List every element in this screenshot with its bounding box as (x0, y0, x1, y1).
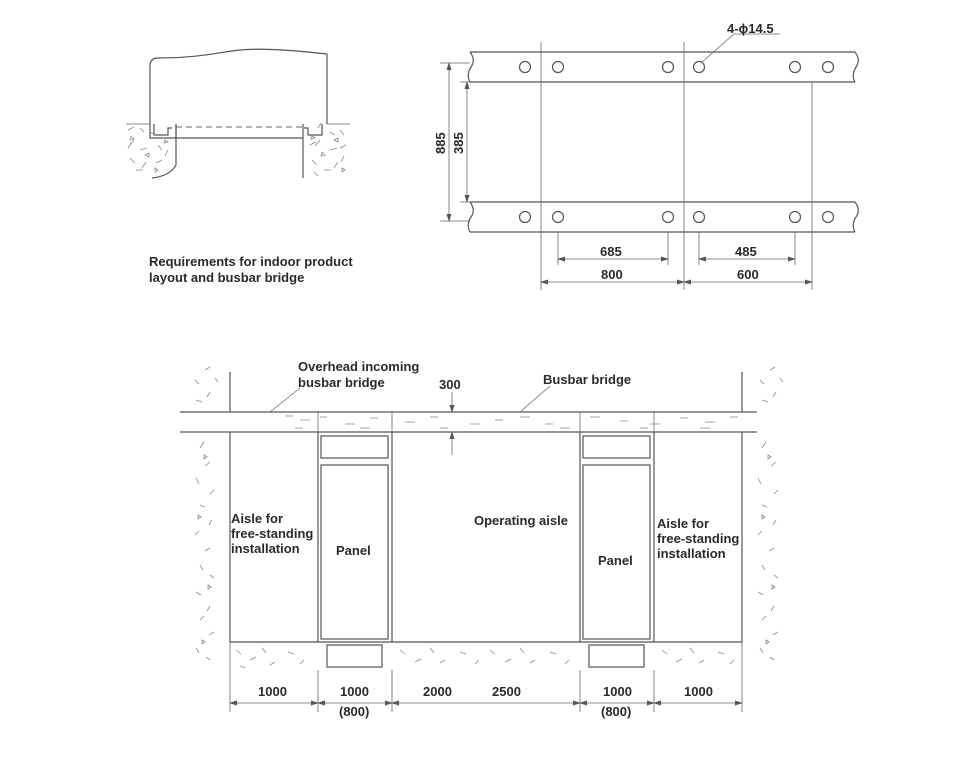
cabinet-section-view (126, 49, 350, 178)
overhead-label-line-1: Overhead incoming (298, 359, 420, 374)
bottom-dim-2-alt: (800) (339, 704, 370, 719)
caption-line-1: Requirements for indoor product (149, 254, 353, 269)
caption-line-2: layout and busbar bridge (149, 270, 305, 285)
bottom-dim-6: 1000 (684, 684, 713, 699)
bridge-hatch (285, 416, 738, 428)
bottom-dim-2: 1000 (340, 684, 369, 699)
dim-600: 600 (737, 267, 759, 282)
aisle-right-line-2: free-standing (657, 531, 740, 546)
mounting-holes-top (520, 62, 834, 73)
bottom-dim-5: 1000 (603, 684, 632, 699)
dim-485: 485 (735, 244, 757, 259)
panel-left-label: Panel (336, 543, 371, 558)
dim-685: 685 (600, 244, 622, 259)
dim-385: 385 (451, 132, 466, 154)
overhead-label-line-2: busbar bridge (298, 375, 385, 390)
aisle-right-line-1: Aisle for (657, 516, 710, 531)
aisle-left-line-3: installation (231, 541, 300, 556)
wall-hatch-right (758, 367, 783, 660)
bottom-dim-3: 2000 (423, 684, 452, 699)
concrete-hatch-right (310, 123, 346, 176)
bottom-dim-1: 1000 (258, 684, 287, 699)
concrete-hatch-left (128, 127, 168, 172)
panel-right-label: Panel (598, 553, 633, 568)
hole-spec-label: 4-ϕ14.5 (727, 21, 774, 36)
dim-300: 300 (439, 377, 461, 392)
dim-885: 885 (433, 132, 448, 154)
floor-hatch (236, 648, 734, 668)
mounting-holes-bottom (520, 212, 834, 223)
busbar-plan-view (440, 34, 858, 290)
operating-aisle-label: Operating aisle (474, 513, 568, 528)
dim-800: 800 (601, 267, 623, 282)
bottom-dim-5-alt: (800) (601, 704, 632, 719)
aisle-left-line-2: free-standing (231, 526, 314, 541)
wall-hatch-left (195, 367, 218, 660)
bottom-dim-4: 2500 (492, 684, 521, 699)
aisle-right-line-3: installation (657, 546, 726, 561)
aisle-left-line-1: Aisle for (231, 511, 284, 526)
busbar-bridge-label: Busbar bridge (543, 372, 632, 387)
